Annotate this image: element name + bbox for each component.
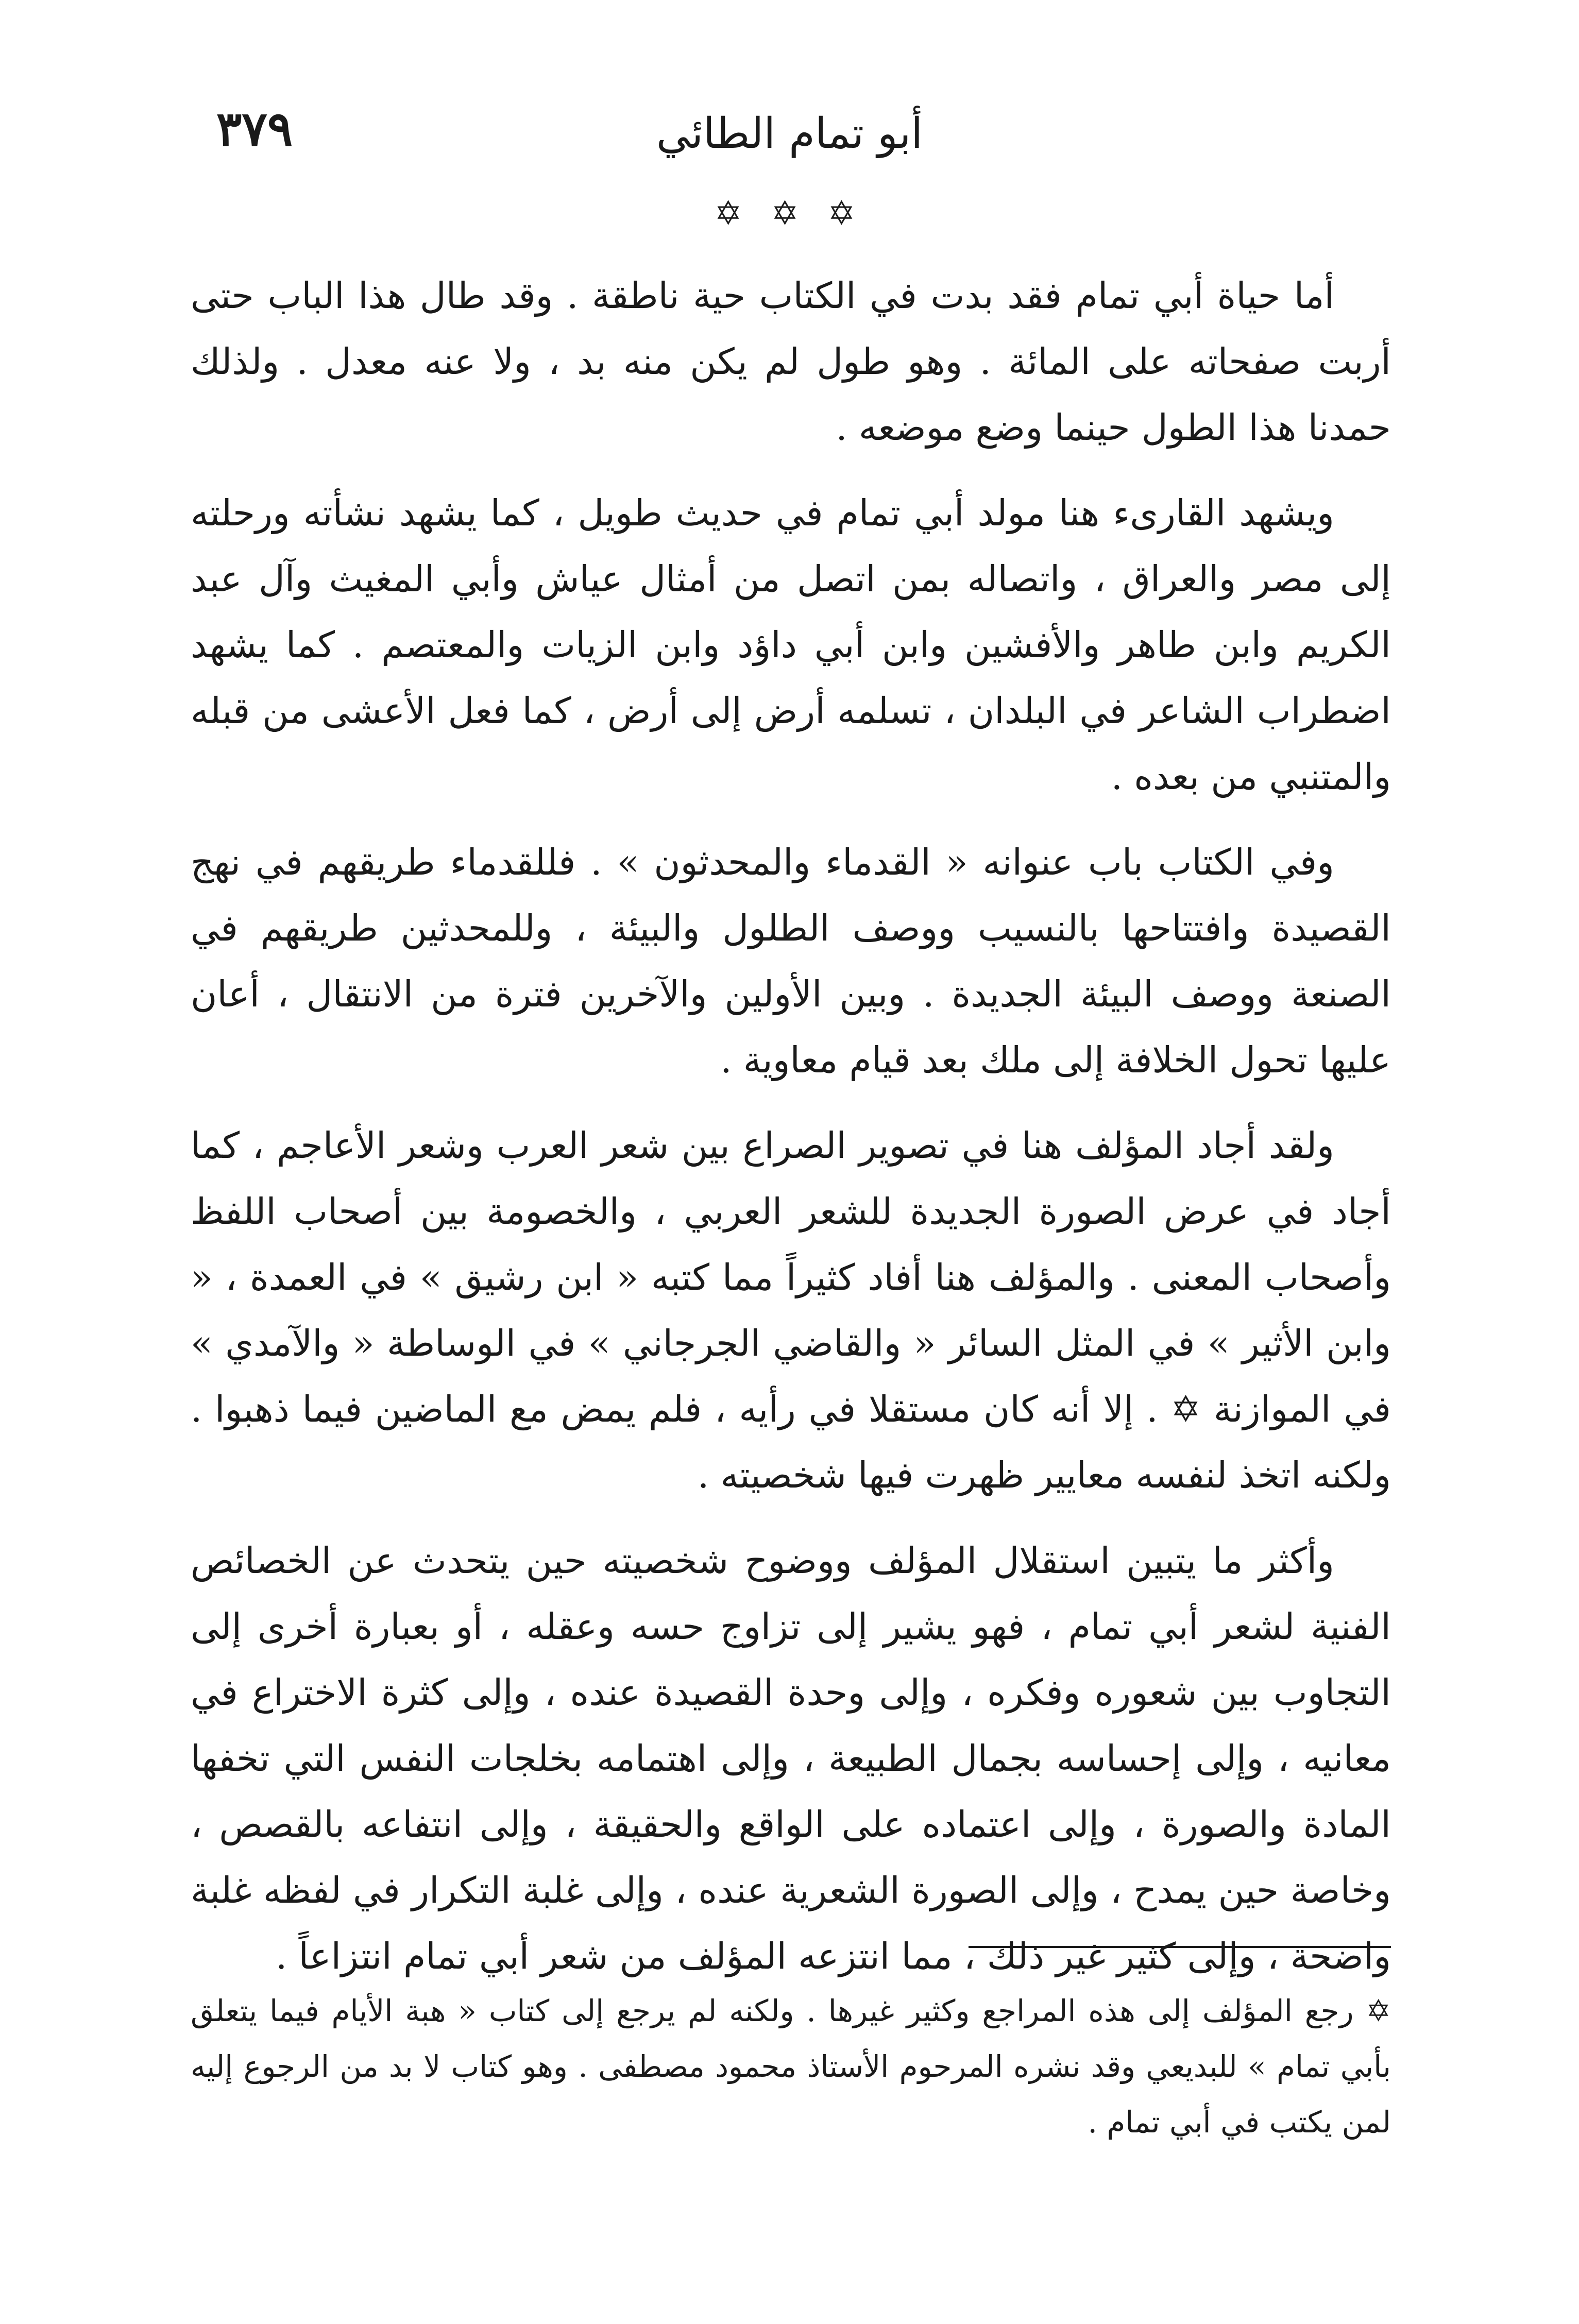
footnote xyxy=(191,1983,1391,2150)
page-header xyxy=(196,103,1383,165)
running-title: أبو تمام الطائي xyxy=(656,109,923,158)
paragraph-5: وأكثر ما يتبين استقلال المؤلف ووضوح شخصيته حين يتحدث عن الخصائص الفنية لشعر أبي تمام ، فهو يشير إلى تزاوج حسه وعقله ، أو بعبارة أخرى إلى التجاوب بين شعوره وفكره ، وإلى وحدة القصيدة عنده ، وإلى كثرة الاختراع في معانيه ، وإلى إحساسه بجمال الطبيعة ، وإلى اهتمامه بخلجات النفس التي تخفها المادة والصورة ، وإلى اعتماده على الواقع والحقيقة ، وإلى انتفاعه بالقصص ، وخاصة حين يمدح ، وإلى الصورة الشعرية عنده ، وإلى غلبة التكرار في لفظه غلبة واضحة ، وإلى كثير غير ذلك ، مما انتزعه المؤلف من شعر أبي تمام انتزاعاً . xyxy=(191,1540,1391,1977)
footnote-divider xyxy=(969,1946,1391,1948)
section-separator-asterism: ✡ ✡ ✡ xyxy=(714,195,865,233)
body-text xyxy=(191,263,1391,2009)
paragraph-1: أما حياة أبي تمام فقد بدت في الكتاب حية ناطقة . وقد طال هذا الباب حتى أربت صفحاته على المائة . وهو طول لم يكن منه بد ، ولا عنه معدل . ولذلك حمدنا هذا الطول حينما وضع موضعه . xyxy=(191,275,1391,449)
footnote-text: ✡ رجع المؤلف إلى هذه المراجع وكثير غيرها . ولكنه لم يرجع إلى كتاب « هبة الأيام فيما يتعلق بأبي تمام » للبديعي وقد نشره المرحوم الأستاذ محمود مصطفى . وهو كتاب لا بد من الرجوع إليه لمن يكتب في أبي تمام . xyxy=(191,1993,1391,2140)
paragraph-4: ولقد أجاد المؤلف هنا في تصوير الصراع بين شعر العرب وشعر الأعاجم ، كما أجاد في عرض الصورة الجديدة للشعر العربي ، والخصومة بين أصحاب اللفظ وأصحاب المعنى . والمؤلف هنا أفاد كثيراً مما كتبه « ابن رشيق » في العمدة ، « وابن الأثير » في المثل السائر « والقاضي الجرجاني » في الوساطة « والآمدي » في الموازنة ✡ . إلا أنه كان مستقلا في رأيه ، فلم يمض مع الماضين فيما ذهبوا . ولكنه اتخذ لنفسه معايير ظهرت فيها شخصيته . xyxy=(191,1124,1391,1496)
page-number: ٣٧٩ xyxy=(216,101,293,157)
paragraph-3: وفي الكتاب باب عنوانه « القدماء والمحدثون » . فللقدماء طريقهم في نهج القصيدة وافتتاحها بالنسيب ووصف الطلول والبيئة ، وللمحدثين طريقهم في الصنعة ووصف البيئة الجديدة . وبين الأولين والآخرين فترة من الانتقال ، أعان عليها تحول الخلافة إلى ملك بعد قيام معاوية . xyxy=(191,841,1391,1081)
paragraph-2: ويشهد القارىء هنا مولد أبي تمام في حديث طويل ، كما يشهد نشأته ورحلته إلى مصر والعراق ، واتصاله بمن اتصل من أمثال عياش وأبي المغيث وآل عبد الكريم وابن طاهر والأفشين وابن أبي داؤد وابن الزيات والمعتصم . كما يشهد اضطراب الشاعر في البلدان ، تسلمه أرض إلى أرض ، كما فعل الأعشى من قبله والمتنبي من بعده . xyxy=(191,492,1391,798)
